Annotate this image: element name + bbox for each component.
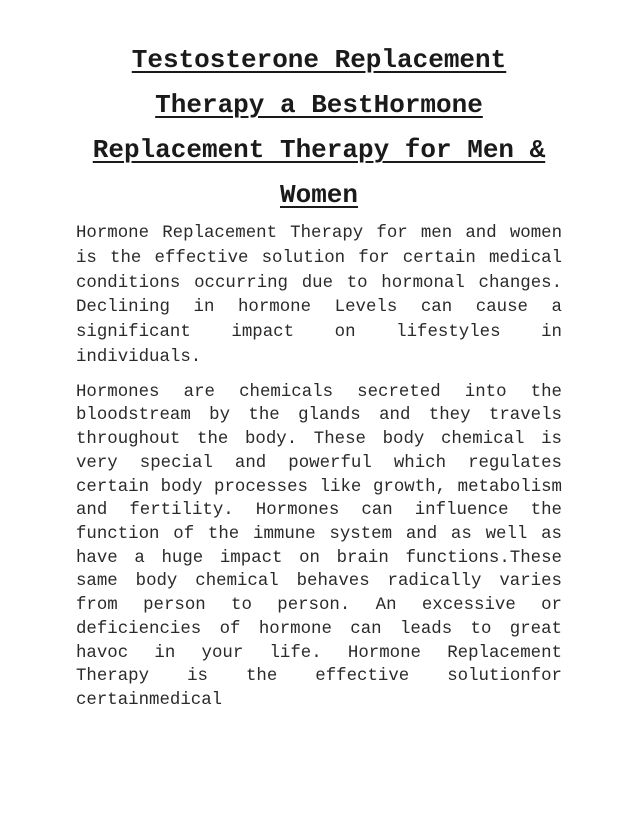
document-title: Testosterone Replacement Therapy a BestHormone Replacement Therapy for Men & Women	[92, 45, 546, 210]
paragraph-hormones: Hormones are chemicals secreted into the bloodstream by the glands and they travels throughout the body. These body chemical is very special and powerful which regulates certain body processes like growth, metabolism and fertility. Hormones can influence the function of the immune system and as well as have a huge impact on brain functions.These same body chemical behaves radically varies from person to person. An excessive or deficiencies of hormone can leads to great havoc in your life. Hormone Replacement Therapy is the effective solutionfor certainmedical	[76, 382, 562, 710]
document-page	[76, 0, 562, 826]
paragraph-intro: Hormone Replacement Therapy for men and women is the effective solution for certain medical conditions occurring due to hormonal changes. Declining in hormone Levels can cause a significant impact on lifestyles in individuals.	[76, 224, 562, 367]
